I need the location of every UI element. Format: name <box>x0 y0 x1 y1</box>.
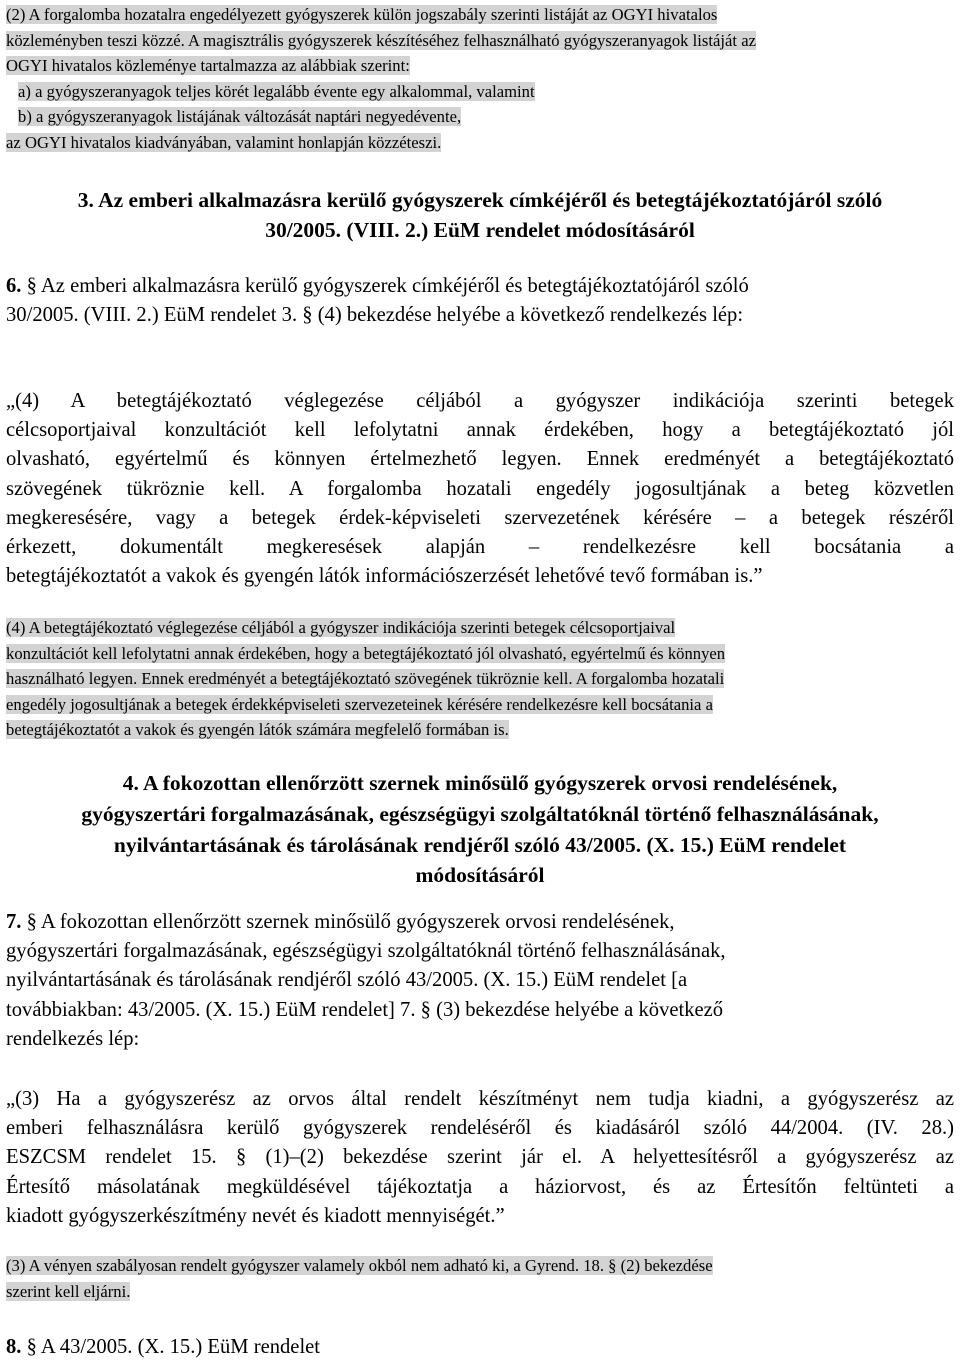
text-line: az OGYI hivatalos kiadványában, valamint honlapján közzéteszi. <box>6 132 442 152</box>
text-line: (4) A betegtájékoztató véglegezése céljából a gyógyszer indikációja szerinti betegek célcsoportjaival <box>6 618 676 637</box>
heading-line: módosításáról <box>415 863 545 888</box>
text-line: a) a gyógyszeranyagok teljes körét legalább évente egy alkalommal, valamint <box>18 81 535 101</box>
paragraph-number: 7. <box>6 911 22 933</box>
paragraph-number: 6. <box>6 275 22 297</box>
text-line: ESZCSM rendelet 15. § (1)–(2) bekezdése szerint jár el. A helyettesítésről a gyógyszerész az <box>6 1146 954 1169</box>
text-line: (2) A forgalomba hozatalra engedélyezett gyógyszerek külön jogszabály szerinti listáját az OGYI hivatalos <box>6 5 718 24</box>
text-line: engedély jogosultjának a betegek érdekképviseleti szervezeteinek kérésére rendelkezésre kell bocsátania a <box>6 694 713 714</box>
text-line: betegtájékoztatót a vakok és gyengén látók információszerzését lehetővé tevő formában is.” <box>6 565 763 588</box>
text-line: nyilvántartásának és tárolásának rendjéről szóló 43/2005. (X. 15.) EüM rendelet [a <box>6 969 688 992</box>
text-line: használható legyen. Ennek eredményét a betegtájékoztató szövegének tükröznie kell. A forgalomba hozatali <box>6 669 725 688</box>
replaced-provision-4 <box>6 615 954 743</box>
replaced-provision-3 <box>6 1253 954 1304</box>
text-line: OGYI hivatalos közleménye tartalmazza az alábbiak szerint: <box>6 56 410 75</box>
text-line: közleményben teszi közzé. A magisztrális gyógyszerek készítéséhez felhasználható gyógyszeranyagok listáját az <box>6 30 756 50</box>
new-provision-4 <box>6 387 954 591</box>
section-heading-4 <box>0 768 960 891</box>
heading-line: gyógyszertári forgalmazásának, egészségügyi szolgáltatóknál történő felhasználásának, <box>81 801 879 826</box>
text-line: konzultációt kell lefolytatni annak érdekében, hogy a betegtájékoztató jól olvasható, egyértelmű és könnyen <box>6 643 726 663</box>
text-line: betegtájékoztatót a vakok és gyengén látók számára megfelelő formában is. <box>6 720 509 739</box>
text-line: Értesítő másolatának megküldésével tájékoztatja a háziorvost, és az Értesítőn feltünteti a <box>6 1175 954 1198</box>
text-line: § Az emberi alkalmazásra kerülő gyógyszerek címkéjéről és betegtájékoztatójáról szóló <box>26 275 749 297</box>
text-line: § A fokozottan ellenőrzött szernek minősülő gyógyszerek orvosi rendelésének, <box>26 911 675 933</box>
text-line: (3) A vényen szabályosan rendelt gyógyszer valamely okból nem adható ki, a Gyrend. 18. § (2) bekezdése <box>6 1256 713 1275</box>
text-line: olvasható, egyértelmű és könnyen értelmezhető legyen. Ennek eredményét a betegtájékoztató <box>6 448 954 471</box>
text-line: kiadott gyógyszerkészítmény nevét és kiadott mennyiségét.” <box>6 1204 505 1227</box>
text-line: rendelkezés lép: <box>6 1027 140 1050</box>
text-line: szerint kell eljárni. <box>6 1281 131 1301</box>
paragraph-7 <box>6 908 954 1054</box>
text-line: érkezett, dokumentált megkeresések alapján – rendelkezésre kell bocsátania a <box>6 535 954 558</box>
ogyi-publication-paragraph <box>6 2 956 155</box>
paragraph-8 <box>6 1333 954 1362</box>
text-line: gyógyszertári forgalmazásának, egészségügyi szolgáltatóknál történő felhasználásának, <box>6 940 726 963</box>
text-line: szövegének tükröznie kell. A forgalomba hozatali engedély jogosultjának a beteg közvetlen <box>6 477 954 500</box>
text-line: „(3) Ha a gyógyszerész az orvos által rendelt készítményt nem tudja kiadni, a gyógyszerész az <box>6 1088 954 1110</box>
new-provision-3 <box>6 1085 954 1231</box>
section-heading-3 <box>0 186 960 245</box>
paragraph-number: 8. <box>6 1336 22 1358</box>
heading-line: 4. A fokozottan ellenőrzött szernek minősülő gyógyszerek orvosi rendelésének, <box>122 771 838 795</box>
heading-line: 3. Az emberi alkalmazásra kerülő gyógyszerek címkéjéről és betegtájékoztatójáról szóló <box>77 188 883 212</box>
text-line: 30/2005. (VIII. 2.) EüM rendelet 3. § (4) bekezdése helyébe a következő rendelkezés lép: <box>6 304 744 327</box>
text-line: célcsoportjaival konzultációt kell lefolytatni annak érdekében, hogy a betegtájékoztató jól <box>6 419 954 442</box>
text-line: „(4) A betegtájékoztató véglegezése céljából a gyógyszer indikációja szerinti betegek <box>6 390 954 412</box>
text-line: továbbiakban: 43/2005. (X. 15.) EüM rendelet] 7. § (3) bekezdése helyébe a következő <box>6 998 724 1021</box>
heading-line: nyilvántartásának és tárolásának rendjéről szóló 43/2005. (X. 15.) EüM rendelet <box>113 832 847 857</box>
heading-line: 30/2005. (VIII. 2.) EüM rendelet módosításáról <box>265 217 695 242</box>
paragraph-6 <box>6 272 954 330</box>
text-line: emberi felhasználásra kerülő gyógyszerek rendeléséről és kiadásáról szóló 44/2004. (IV. 28.) <box>6 1117 954 1140</box>
text-line: megkeresésére, vagy a betegek érdek-képviseleti szervezetének kérésére – a betegek részéről <box>6 506 954 529</box>
text-line: § A 43/2005. (X. 15.) EüM rendelet <box>26 1336 321 1358</box>
text-line: b) a gyógyszeranyagok listájának változását naptári negyedévente, <box>18 107 462 126</box>
